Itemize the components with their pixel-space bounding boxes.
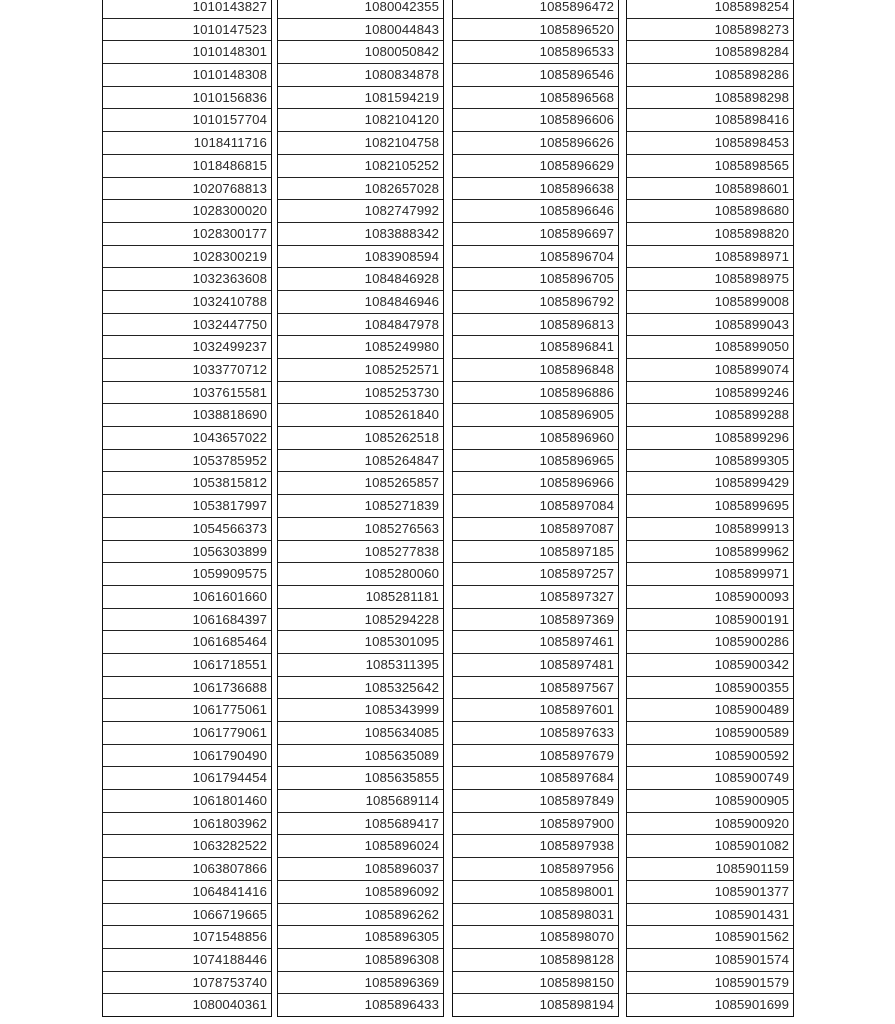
table-cell: 1085253730 [278,382,443,405]
table-cell: 1085899074 [627,359,793,382]
table-cell: 1071548856 [103,926,271,949]
table-cell: 1074188446 [103,949,271,972]
table-cell: 1059909575 [103,563,271,586]
table-cell: 1085896568 [453,87,618,110]
table-cell: 1085896697 [453,223,618,246]
table-cell: 1085897956 [453,858,618,881]
table-cell: 1063807866 [103,858,271,881]
table-cell: 1053815812 [103,472,271,495]
table-cell: 1037615581 [103,382,271,405]
table-cell: 1085897087 [453,518,618,541]
table-cell: 1085281181 [278,586,443,609]
table-cell: 1085899296 [627,427,793,450]
table-cell: 1085896848 [453,359,618,382]
table-cell: 1085900592 [627,745,793,768]
table-cell: 1085896646 [453,200,618,223]
table-cell: 1085901159 [627,858,793,881]
table-cell: 1082657028 [278,178,443,201]
table-cell: 1061790490 [103,745,271,768]
table-cell: 1085898453 [627,132,793,155]
table-cell: 1085898975 [627,268,793,291]
table-cell: 1085900589 [627,722,793,745]
table-cell: 1085896966 [453,472,618,495]
table-cell: 1010157704 [103,109,271,132]
table-cell: 1078753740 [103,972,271,995]
table-cell: 1085634085 [278,722,443,745]
table-cell: 1085277838 [278,541,443,564]
table-cell: 1053817997 [103,495,271,518]
table-cell: 1085896638 [453,178,618,201]
table-cell: 1085276563 [278,518,443,541]
table-cell: 1085635855 [278,767,443,790]
table-cell: 1085899695 [627,495,793,518]
table-cell: 1085896369 [278,972,443,995]
table-cell: 1085898284 [627,41,793,64]
table-cell: 1080050842 [278,41,443,64]
table-cell: 1010148301 [103,41,271,64]
table-cell: 1085301095 [278,631,443,654]
table-cell: 1085897900 [453,813,618,836]
table-cell: 1085898820 [627,223,793,246]
table-cell: 1028300177 [103,223,271,246]
table-cell: 1085897257 [453,563,618,586]
table-cell: 1085896533 [453,41,618,64]
table-cell: 1085897327 [453,586,618,609]
table-cell: 1085900093 [627,586,793,609]
table-cell: 1018411716 [103,132,271,155]
table-cell: 1085898971 [627,246,793,269]
table-cell: 1085325642 [278,677,443,700]
table-cell: 1056303899 [103,541,271,564]
table-cell: 1085896704 [453,246,618,269]
table-cell: 1085899962 [627,541,793,564]
table-cell: 1085897601 [453,699,618,722]
table-cell: 1085901377 [627,881,793,904]
table-cell: 1010148308 [103,64,271,87]
table-cell: 1085898070 [453,926,618,949]
table-cell: 1028300020 [103,200,271,223]
table-cell: 1085280060 [278,563,443,586]
table-cell: 1085897481 [453,654,618,677]
table-cell: 1064841416 [103,881,271,904]
table-column-2 [277,0,444,1017]
table-cell: 1085261840 [278,404,443,427]
table-cell: 1085898298 [627,87,793,110]
table-cell: 1085898565 [627,155,793,178]
table-cell: 1085900905 [627,790,793,813]
table-cell: 1053785952 [103,450,271,473]
table-cell: 1085898680 [627,200,793,223]
table-cell: 1085900355 [627,677,793,700]
table-cell: 1085899305 [627,450,793,473]
table-cell: 1085899429 [627,472,793,495]
table-cell: 1032363608 [103,268,271,291]
table-cell: 1085900920 [627,813,793,836]
table-cell: 1085262518 [278,427,443,450]
table-cell: 1085898273 [627,19,793,42]
table-cell: 1066719665 [103,904,271,927]
table-cell: 1061736688 [103,677,271,700]
table-cell: 1085899913 [627,518,793,541]
table-cell: 1038818690 [103,404,271,427]
table-cell: 1085898001 [453,881,618,904]
table-cell: 1085898601 [627,178,793,201]
table-cell: 1061801460 [103,790,271,813]
table-cell: 1085900749 [627,767,793,790]
table-cell: 1085896792 [453,291,618,314]
table-cell: 1085898194 [453,994,618,1017]
table-column-3 [452,0,619,1017]
table-cell: 1061601660 [103,586,271,609]
table-cell: 1032410788 [103,291,271,314]
table-cell: 1080040361 [103,994,271,1017]
table-cell: 1063282522 [103,835,271,858]
table-cell: 1085899246 [627,382,793,405]
table-cell: 1085901699 [627,994,793,1017]
table-cell: 1085901562 [627,926,793,949]
table-cell: 1085896520 [453,19,618,42]
table-cell: 1085898128 [453,949,618,972]
table-cell: 1085897567 [453,677,618,700]
table-cell: 1061794454 [103,767,271,790]
table-cell: 1085264847 [278,450,443,473]
table-cell: 1085896546 [453,64,618,87]
table-cell: 1082104758 [278,132,443,155]
table-cell: 1085901431 [627,904,793,927]
table-cell: 1085265857 [278,472,443,495]
table-cell: 1061775061 [103,699,271,722]
table-cell: 1085689114 [278,790,443,813]
table-cell: 1085689417 [278,813,443,836]
table-cell: 1080042355 [278,0,443,19]
table-cell: 1085900489 [627,699,793,722]
table-cell: 1085897679 [453,745,618,768]
table-cell: 1085896841 [453,336,618,359]
table-cell: 1010143827 [103,0,271,19]
table-cell: 1085900286 [627,631,793,654]
table-column-1 [102,0,272,1017]
table-cell: 1061803962 [103,813,271,836]
table-cell: 1085899043 [627,314,793,337]
table-cell: 1085896705 [453,268,618,291]
table-cell: 1061684397 [103,609,271,632]
table-cell: 1085901574 [627,949,793,972]
table-cell: 1085343999 [278,699,443,722]
table-cell: 1061779061 [103,722,271,745]
table-cell: 1085901082 [627,835,793,858]
table-cell: 1085897185 [453,541,618,564]
table-cell: 1085896472 [453,0,618,19]
table-cell: 1083888342 [278,223,443,246]
table-cell: 1085900191 [627,609,793,632]
table-cell: 1085899008 [627,291,793,314]
table-cell: 1084846928 [278,268,443,291]
table-cell: 1061685464 [103,631,271,654]
table-cell: 1085896262 [278,904,443,927]
table-cell: 1032499237 [103,336,271,359]
table-cell: 1085901579 [627,972,793,995]
table-cell: 1085897849 [453,790,618,813]
table-cell: 1010156836 [103,87,271,110]
table-cell: 1085897633 [453,722,618,745]
table-cell: 1082104120 [278,109,443,132]
table-cell: 1085897084 [453,495,618,518]
table-cell: 1080834878 [278,64,443,87]
table-cell: 1085896433 [278,994,443,1017]
table-cell: 1085896626 [453,132,618,155]
table-cell: 1085897938 [453,835,618,858]
table-cell: 1085896308 [278,949,443,972]
table-cell: 1085896813 [453,314,618,337]
table-cell: 1018486815 [103,155,271,178]
table-cell: 1085898031 [453,904,618,927]
table-cell: 1082747992 [278,200,443,223]
table-cell: 1085271839 [278,495,443,518]
table-cell: 1083908594 [278,246,443,269]
table-cell: 1043657022 [103,427,271,450]
table-cell: 1081594219 [278,87,443,110]
table-cell: 1085635089 [278,745,443,768]
table-cell: 1085311395 [278,654,443,677]
table-cell: 1085898254 [627,0,793,19]
table-cell: 1085896629 [453,155,618,178]
table-cell: 1085896905 [453,404,618,427]
table-cell: 1085896305 [278,926,443,949]
table-cell: 1085898286 [627,64,793,87]
table-cell: 1085896092 [278,881,443,904]
table-cell: 1085899050 [627,336,793,359]
table-cell: 1085898416 [627,109,793,132]
table-cell: 1085249980 [278,336,443,359]
table-cell: 1020768813 [103,178,271,201]
table-cell: 1085898150 [453,972,618,995]
table-cell: 1085896965 [453,450,618,473]
table-cell: 1085897369 [453,609,618,632]
table-cell: 1085252571 [278,359,443,382]
table-cell: 1032447750 [103,314,271,337]
table-cell: 1054566373 [103,518,271,541]
table-cell: 1085896886 [453,382,618,405]
table-cell: 1085896037 [278,858,443,881]
table-cell: 1085897684 [453,767,618,790]
table-cell: 1061718551 [103,654,271,677]
table-cell: 1084847978 [278,314,443,337]
table-cell: 1085899288 [627,404,793,427]
table-cell: 1085896024 [278,835,443,858]
table-cell: 1085900342 [627,654,793,677]
table-cell: 1010147523 [103,19,271,42]
table-cell: 1082105252 [278,155,443,178]
table-cell: 1085896960 [453,427,618,450]
table-cell: 1033770712 [103,359,271,382]
table-cell: 1085899971 [627,563,793,586]
table-cell: 1085896606 [453,109,618,132]
table-cell: 1085897461 [453,631,618,654]
table-cell: 1028300219 [103,246,271,269]
table-cell: 1080044843 [278,19,443,42]
table-column-4 [626,0,794,1017]
table-cell: 1085294228 [278,609,443,632]
table-cell: 1084846946 [278,291,443,314]
